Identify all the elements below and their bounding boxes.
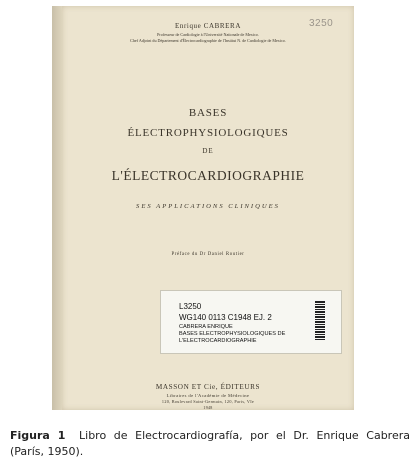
figure-caption-text: Libro de Electrocardiografía, por el Dr. Enrique Cabrera (París, 1950). [10,429,410,458]
publisher-line-2: Libraires de l'Académie de Médecine [166,393,250,398]
title-line-3: DE [202,147,214,155]
figure-label: Figura 1 [10,429,66,442]
book-title-page [62,6,354,410]
library-label [160,290,342,354]
label-line-3: CABRERA ENRIQUE [179,324,233,330]
publication-year: 1948 [203,405,213,410]
title-line-2: ÉLECTROPHYSIOLOGIQUES [127,127,289,139]
publisher-name: MASSON ET Cie, ÉDITEURS [155,383,261,391]
barcode-icon [315,300,325,340]
preface-credit: Préface du Dr Daniel Routier [171,252,245,257]
label-line-2: WG140 0113 C1948 EJ. 2 [179,313,272,322]
author-name: Enrique CABRERA [175,22,241,30]
title-line-1: BASES [188,107,228,119]
book-subtitle: SES APPLICATIONS CLINIQUES [136,203,280,210]
author-credentials-line-1: Professeur de Cardiologie à l'Université Nationale de Mexico. [157,32,259,37]
library-stamp-number: 3250 [309,18,334,29]
label-line-1: L3250 [179,302,202,311]
author-credentials-line-2: Chef Adjoint du Département d'Électrocardiographie de l'Institut N. de Cardiologie de Mexico. [130,38,286,43]
title-line-4: L'ÉLECTROCARDIOGRAPHIE [111,168,305,183]
publisher-address: 120, Boulevard Saint-Germain, 120, Paris, VIe [161,399,255,404]
label-line-4: BASES ELECTROPHYSIOLOGIQUES DE [179,331,286,337]
figure-caption [10,428,410,460]
label-line-5: L'ELECTROCARDIOGRAPHIE [179,338,257,344]
